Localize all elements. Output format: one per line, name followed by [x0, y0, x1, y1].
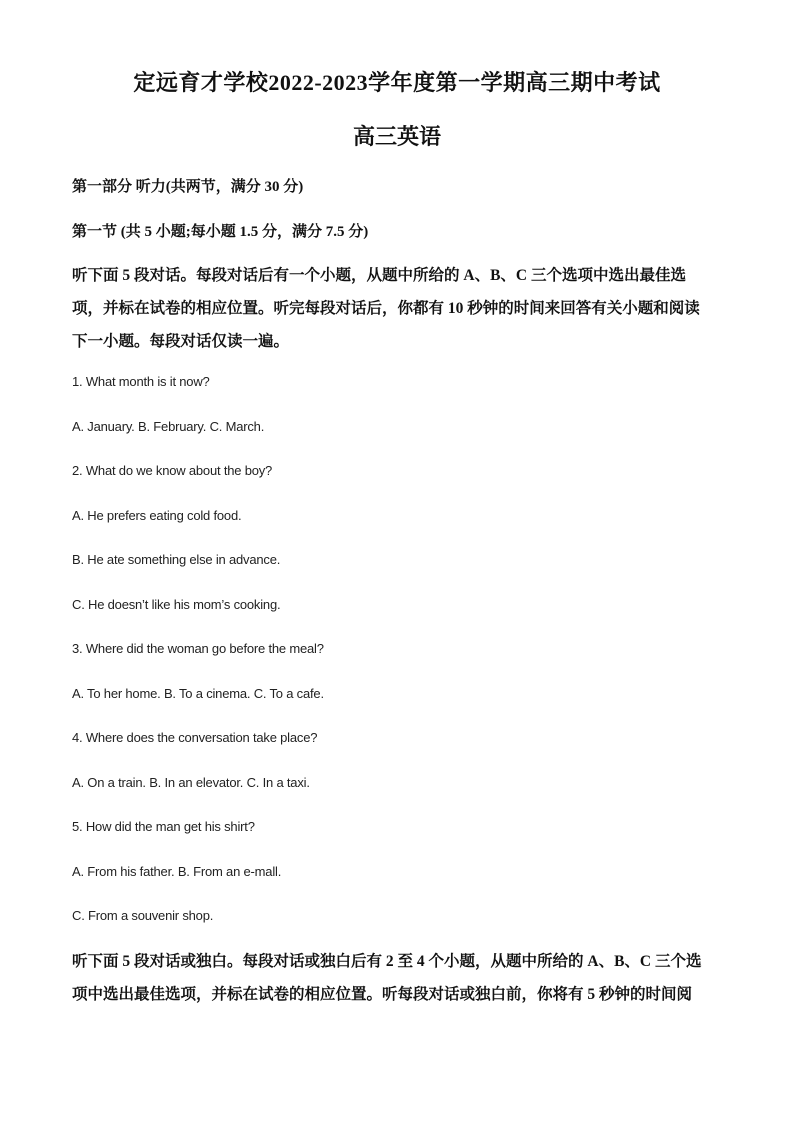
question-3-stem: 3. Where did the woman go before the meal?: [72, 641, 324, 656]
section-one-heading: 第一节 (共 5 小题;每小题 1.5 分，满分 7.5 分): [72, 224, 369, 240]
instruction-line: 听下面 5 段对话。每段对话后有一个小题，从题中所给的 A、B、C 三个选项中选出最佳选: [72, 267, 686, 284]
question-4-options: A. On a train. B. In an elevator. C. In a taxi.: [72, 775, 310, 790]
instruction-line: 项中选出最佳选项，并标在试卷的相应位置。听每段对话或独白前，你将有 5 秒钟的时间阅: [72, 986, 693, 1003]
question-5-option-c: C. From a souvenir shop.: [72, 908, 214, 923]
question-1-stem: 1. What month is it now?: [72, 374, 210, 389]
section-one-instructions: [72, 259, 732, 358]
instruction-line: 下一小题。每段对话仅读一遍。: [72, 333, 290, 350]
instruction-line: 听下面 5 段对话或独白。每段对话或独白后有 2 至 4 个小题，从题中所给的 A、B、C 三个选: [72, 953, 702, 970]
question-2-option-a: A. He prefers eating cold food.: [72, 508, 242, 523]
question-2-option-c: C. He doesn’t like his mom’s cooking.: [72, 597, 281, 612]
question-2-stem: 2. What do we know about the boy?: [72, 463, 273, 478]
question-2-option-b: B. He ate something else in advance.: [72, 552, 281, 567]
subject-title: 高三英语: [352, 124, 441, 149]
exam-title: 定远育才学校2022-2023学年度第一学期高三期中考试: [133, 70, 661, 95]
question-5-options-ab: A. From his father. B. From an e-mall.: [72, 864, 282, 879]
question-5-stem: 5. How did the man get his shirt?: [72, 819, 255, 834]
question-4-stem: 4. Where does the conversation take place?: [72, 730, 318, 745]
question-1-options: A. January. B. February. C. March.: [72, 419, 265, 434]
question-3-options: A. To her home. B. To a cinema. C. To a cafe.: [72, 686, 324, 701]
section-two-instructions: [72, 945, 732, 1011]
instruction-line: 项，并标在试卷的相应位置。听完每段对话后，你都有 10 秒钟的时间来回答有关小题和阅读: [72, 300, 700, 317]
part-one-heading: 第一部分 听力(共两节，满分 30 分): [72, 179, 304, 195]
